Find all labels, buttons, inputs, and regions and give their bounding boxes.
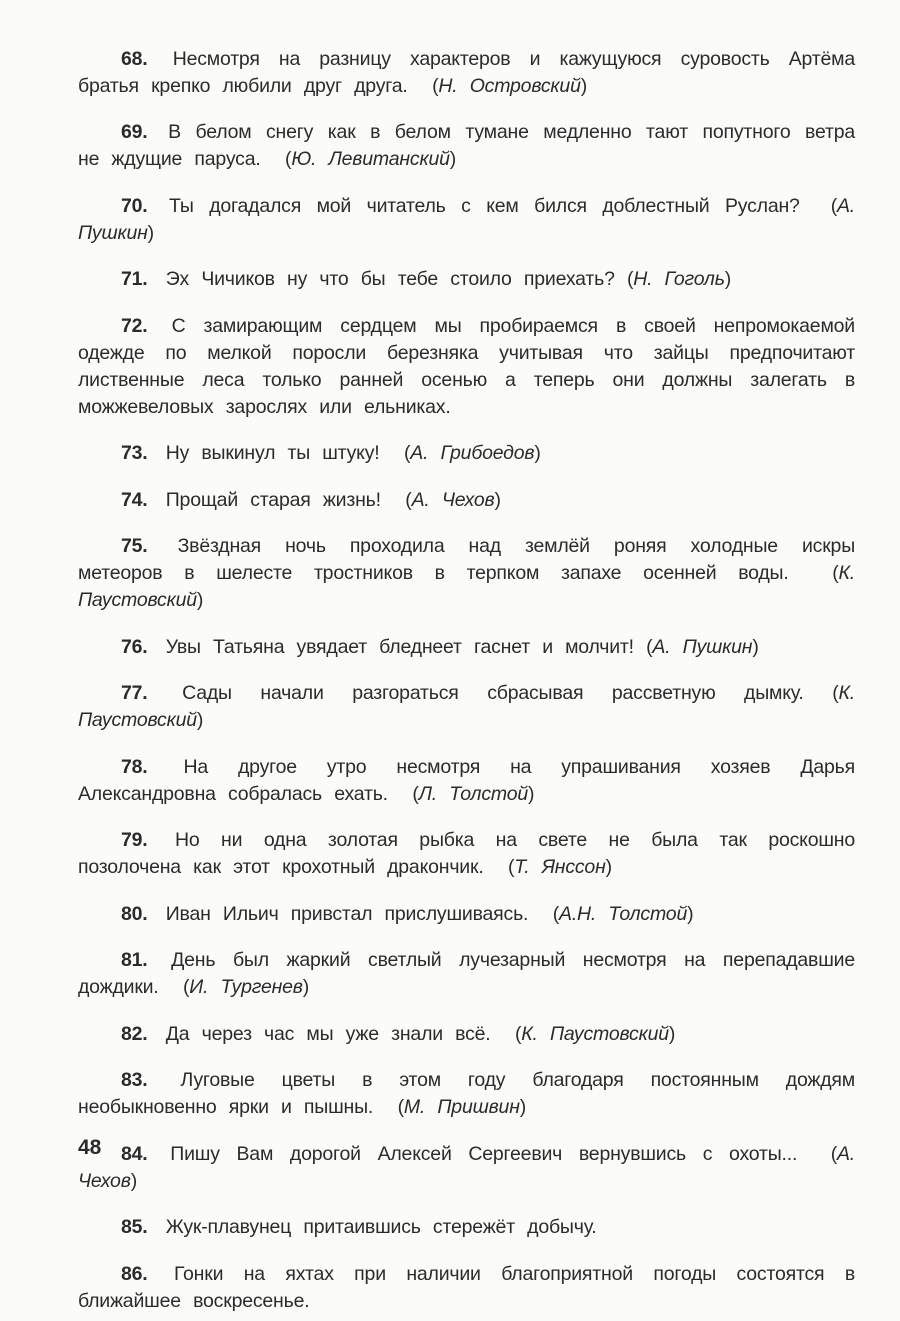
exercise-text: Жук-плавунец притаившись стережёт добычу. xyxy=(165,1216,597,1238)
exercise-number: 76. xyxy=(121,635,148,658)
exercise-76: 76. Увы Татьяна увядает бледнеет гаснет и молчит! (А. Пушкин) xyxy=(121,635,759,658)
exercise-author: Ю. Левитанский xyxy=(291,148,450,170)
exercise-author: А. Грибоедов xyxy=(410,442,535,464)
exercise-text: Сады начали разгораться сбрасывая рассветную дымку. xyxy=(182,682,804,704)
exercise-73: 73. Ну выкинул ты штуку! (А. Грибоедов) xyxy=(121,442,541,464)
exercise-86 xyxy=(78,1261,855,1315)
exercise-82: 82. Да через час мы уже знали всё. (К. Паустовский) xyxy=(121,1022,676,1045)
exercise-number: 77. xyxy=(121,682,148,704)
exercise-number: 86. xyxy=(121,1262,148,1285)
exercise-68: 68. Несмотря на разницу характеров и кажущуюся суровость Артёма братья крепко любили друг друга. (Н. Островский) xyxy=(78,47,855,97)
exercise-84: 84. Пишу Вам дорогой Алексей Сергеевич вернувшись с охоты... (А. Чехов) xyxy=(78,1142,856,1192)
exercise-author: К. Паустовский xyxy=(78,682,856,731)
exercise-text: Увы Татьяна увядает бледнеет гаснет и молчит! xyxy=(165,635,634,658)
exercise-text: Звёздная ночь проходила над землёй роняя холодные искры метеоров в шелесте тростников в терпком запахе осенней воды. xyxy=(78,535,856,584)
exercise-number: 68. xyxy=(121,47,148,70)
exercise-author: А. Чехов xyxy=(411,488,495,511)
exercise-number: 85. xyxy=(121,1216,148,1238)
exercise-75: 75. Звёздная ночь проходила над землёй роняя холодные искры метеоров в шелесте тростников в терпком запахе осенней воды. (К. Паустовский) xyxy=(78,535,856,611)
exercise-author: Л. Толстой xyxy=(418,782,528,805)
exercise-number: 83. xyxy=(121,1069,148,1091)
exercise-author: К. Паустовский xyxy=(521,1022,669,1045)
exercise-text: День был жаркий светлый лучезарный несмотря на перепадавшие дождики. xyxy=(78,949,855,998)
exercise-number: 71. xyxy=(121,268,148,290)
exercise-85 xyxy=(78,1214,855,1241)
exercise-text: В белом снегу как в белом тумане медленно тают попутного ветра не ждущие паруса. xyxy=(78,121,855,170)
exercise-72 xyxy=(78,313,855,421)
exercise-number: 79. xyxy=(121,829,148,851)
exercise-author: И. Тургенев xyxy=(189,976,303,998)
exercise-author: А.Н. Толстой xyxy=(559,902,688,925)
exercise-author: А. Пушкин xyxy=(652,635,753,658)
exercise-text: Ты догадался мой читатель с кем бился доблестный Руслан? xyxy=(169,194,800,217)
exercise-text: С замирающим сердцем мы пробираемся в своей непромокаемой одежде по мелкой поросли березняка учитывая что зайцы предпочитают лиственные леса только ранней осенью а теперь они должны залегать в можжевеловых зарослях или ельниках. xyxy=(78,314,855,418)
exercise-author: М. Пришвин xyxy=(403,1096,520,1118)
exercise-text: Но ни одна золотая рыбка на свете не была так роскошно позолочена как этот крохотный дракончик. xyxy=(78,829,856,878)
exercise-79: 79. Но ни одна золотая рыбка на свете не была так роскошно позолочена как этот крохотный дракончик. (Т. Янссон) xyxy=(78,829,856,878)
exercise-text: Прощай старая жизнь! xyxy=(165,488,381,511)
exercise-number: 78. xyxy=(121,755,148,778)
exercise-author: А. Пушкин xyxy=(78,194,856,244)
exercise-author: Н. Островский xyxy=(438,74,581,97)
exercise-number: 80. xyxy=(121,902,148,925)
exercise-author: А. Чехов xyxy=(78,1142,856,1192)
exercise-list xyxy=(78,26,855,1321)
exercise-80: 80. Иван Ильич привстал прислушиваясь. (А.Н. Толстой) xyxy=(121,902,694,925)
exercise-77: 77. Сады начали разгораться сбрасывая рассветную дымку. (К. Паустовский) xyxy=(78,682,856,731)
exercise-83: 83. Луговые цветы в этом году благодаря постоянным дождям необыкновенно ярки и пышны. (М. Пришвин) xyxy=(78,1069,855,1118)
exercise-text: Гонки на яхтах при наличии благоприятной погоды состоятся в ближайшее воскресенье. xyxy=(78,1262,856,1312)
exercise-text: На другое утро несмотря на упрашивания хозяев Дарья Александровна собралась ехать. xyxy=(78,755,855,805)
exercise-number: 72. xyxy=(121,314,148,337)
exercise-text: Эх Чичиков ну что бы тебе стоило приехать? xyxy=(165,268,615,290)
exercise-81: 81. День был жаркий светлый лучезарный несмотря на перепадавшие дождики. (И. Тургенев) xyxy=(78,949,855,998)
exercise-text: Иван Ильич привстал прислушиваясь. xyxy=(165,902,529,925)
exercise-number: 74. xyxy=(121,488,148,511)
exercise-number: 81. xyxy=(121,949,148,971)
exercise-number: 75. xyxy=(121,535,148,557)
exercise-text: Ну выкинул ты штуку! xyxy=(165,442,380,464)
exercise-70: 70. Ты догадался мой читатель с кем бился доблестный Руслан? (А. Пушкин) xyxy=(78,194,856,244)
exercise-78: 78. На другое утро несмотря на упрашивания хозяев Дарья Александровна собралась ехать. (Л. Толстой) xyxy=(78,755,855,805)
exercise-author: Н. Гоголь xyxy=(633,268,725,290)
exercise-number: 73. xyxy=(121,442,148,464)
exercise-number: 82. xyxy=(121,1022,148,1045)
page-number: 48 xyxy=(78,1136,102,1159)
exercise-text: Луговые цветы в этом году благодаря постоянным дождям необыкновенно ярки и пышны. xyxy=(78,1069,855,1118)
exercise-author: Т. Янссон xyxy=(514,856,606,878)
exercise-text: Да через час мы уже знали всё. xyxy=(165,1022,491,1045)
exercise-text: Пишу Вам дорогой Алексей Сергеевич вернувшись с охоты... xyxy=(170,1142,798,1165)
exercise-number: 70. xyxy=(121,194,148,217)
exercise-71: 71. Эх Чичиков ну что бы тебе стоило приехать? (Н. Гоголь) xyxy=(121,268,732,290)
exercise-author: К. Паустовский xyxy=(78,562,855,611)
exercise-number: 69. xyxy=(121,121,148,143)
exercise-number: 84. xyxy=(121,1142,148,1165)
exercise-74: 74. Прощай старая жизнь! (А. Чехов) xyxy=(121,488,501,511)
exercise-text: Несмотря на разницу характеров и кажущуюся суровость Артёма братья крепко любили друг друга. xyxy=(78,47,855,97)
exercise-69: 69. В белом снегу как в белом тумане медленно тают попутного ветра не ждущие паруса. (Ю. Левитанский) xyxy=(78,121,855,170)
